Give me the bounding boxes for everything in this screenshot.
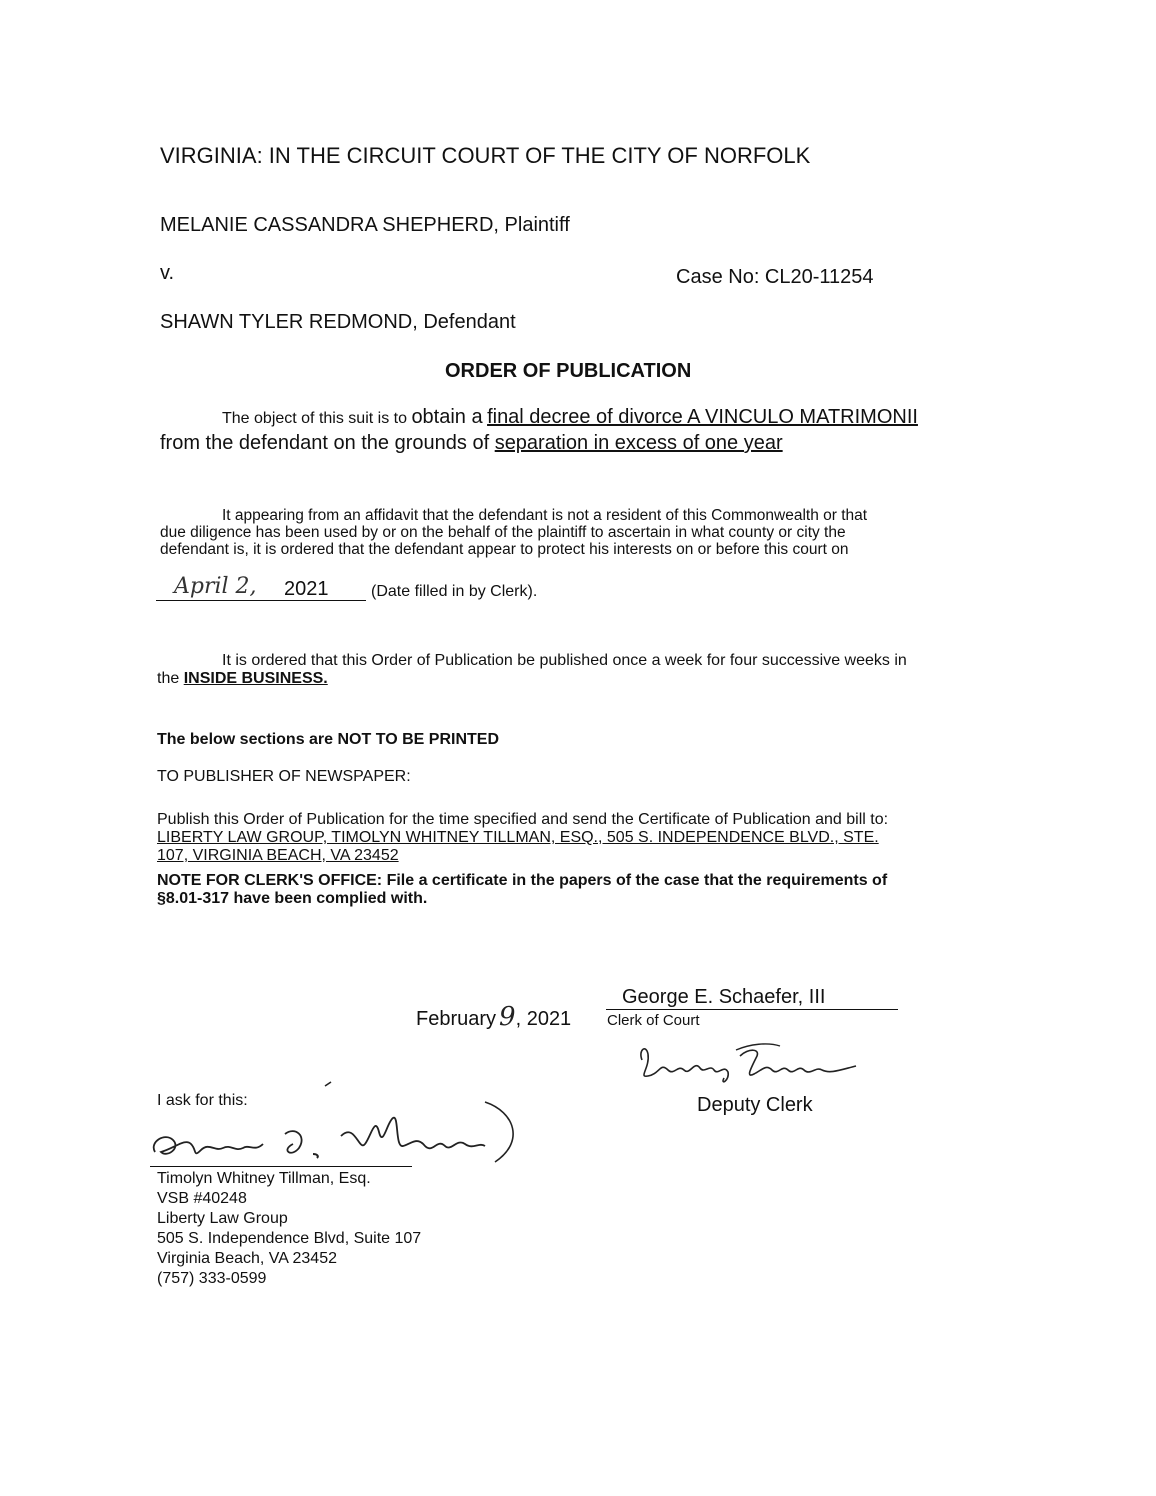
publish-order-line-2	[157, 670, 328, 688]
versus: v.	[160, 262, 175, 284]
deputy-signature	[620, 1040, 860, 1090]
document-title: ORDER OF PUBLICATION	[445, 360, 692, 382]
attorney-address-1: 505 S. Independence Blvd, Suite 107	[157, 1230, 422, 1247]
appearance-date-note: (Date filled in by Clerk).	[371, 583, 538, 600]
clerk-name: George E. Schaefer, III	[622, 986, 826, 1008]
attorney-vsb: VSB #40248	[157, 1190, 247, 1207]
attorney-name: Timolyn Whitney Tillman, Esq.	[157, 1170, 371, 1187]
appearance-date-blank	[156, 600, 366, 601]
attorney-address-2: Virginia Beach, VA 23452	[157, 1250, 337, 1267]
newspaper-name: INSIDE BUSINESS.	[183, 670, 328, 687]
object-lead-large: obtain a	[411, 406, 483, 428]
deputy-clerk-title: Deputy Clerk	[697, 1094, 813, 1116]
attorney-firm: Liberty Law Group	[157, 1210, 288, 1227]
affidavit-line-2: due diligence has been used by or on the behalf of the plaintiff to ascertain in what county or city the	[160, 524, 846, 541]
court-heading: VIRGINIA: IN THE CIRCUIT COURT OF THE CITY OF NORFOLK	[160, 143, 811, 168]
clerk-name-underline	[606, 1009, 898, 1010]
object-lead-small: The object of this suit is to	[222, 410, 407, 427]
order-date	[416, 1002, 571, 1032]
order-date-year: , 2021	[515, 1008, 572, 1030]
billing-address-line-2: 107, VIRGINIA BEACH, VA 23452	[157, 847, 399, 864]
ask-for-this: I ask for this:	[157, 1092, 248, 1109]
object-line-2	[160, 432, 783, 455]
attorney-signature	[145, 1092, 525, 1172]
object-line-1	[222, 406, 918, 429]
attorney-signature-line	[150, 1166, 412, 1167]
affidavit-line-1: It appearing from an affidavit that the defendant is not a resident of this Commonwealth or that	[222, 507, 868, 524]
decree-type: final decree of divorce A VINCULO MATRIMONII	[487, 406, 918, 428]
not-printed-heading: The below sections are NOT TO BE PRINTED	[157, 731, 499, 748]
defendant-line: SHAWN TYLER REDMOND, Defendant	[160, 311, 516, 333]
to-publisher-heading: TO PUBLISHER OF NEWSPAPER:	[157, 768, 411, 785]
order-date-day: 9	[499, 1002, 516, 1032]
case-number: Case No: CL20-11254	[676, 266, 874, 288]
attorney-phone: (757) 333-0599	[157, 1270, 267, 1287]
publish-order-prefix: the	[157, 670, 180, 687]
publish-order-line-1: It is ordered that this Order of Publication be published once a week for four successive weeks in	[222, 652, 907, 669]
clerk-note-line-1: NOTE FOR CLERK'S OFFICE: File a certificate in the papers of the case that the requirements of	[157, 872, 888, 889]
billing-address-line-1: LIBERTY LAW GROUP, TIMOLYN WHITNEY TILLMAN, ESQ., 505 S. INDEPENDENCE BLVD., STE.	[157, 829, 879, 846]
publish-instructions: Publish this Order of Publication for the time specified and send the Certificate of Publication and bill to:	[157, 811, 889, 828]
plaintiff-line: MELANIE CASSANDRA SHEPHERD, Plaintiff	[160, 214, 570, 236]
object-line-2-prefix: from the defendant on the grounds of	[160, 432, 490, 454]
affidavit-line-3: defendant is, it is ordered that the defendant appear to protect his interests on or before this court on	[160, 541, 849, 558]
clerk-title: Clerk of Court	[607, 1012, 700, 1029]
appearance-date-handwritten: April 2,	[174, 574, 257, 599]
divorce-grounds: separation in excess of one year	[494, 432, 783, 454]
order-date-month: February	[416, 1008, 497, 1030]
appearance-date-year: 2021	[284, 578, 329, 600]
clerk-note-line-2: §8.01-317 have been complied with.	[157, 890, 428, 907]
